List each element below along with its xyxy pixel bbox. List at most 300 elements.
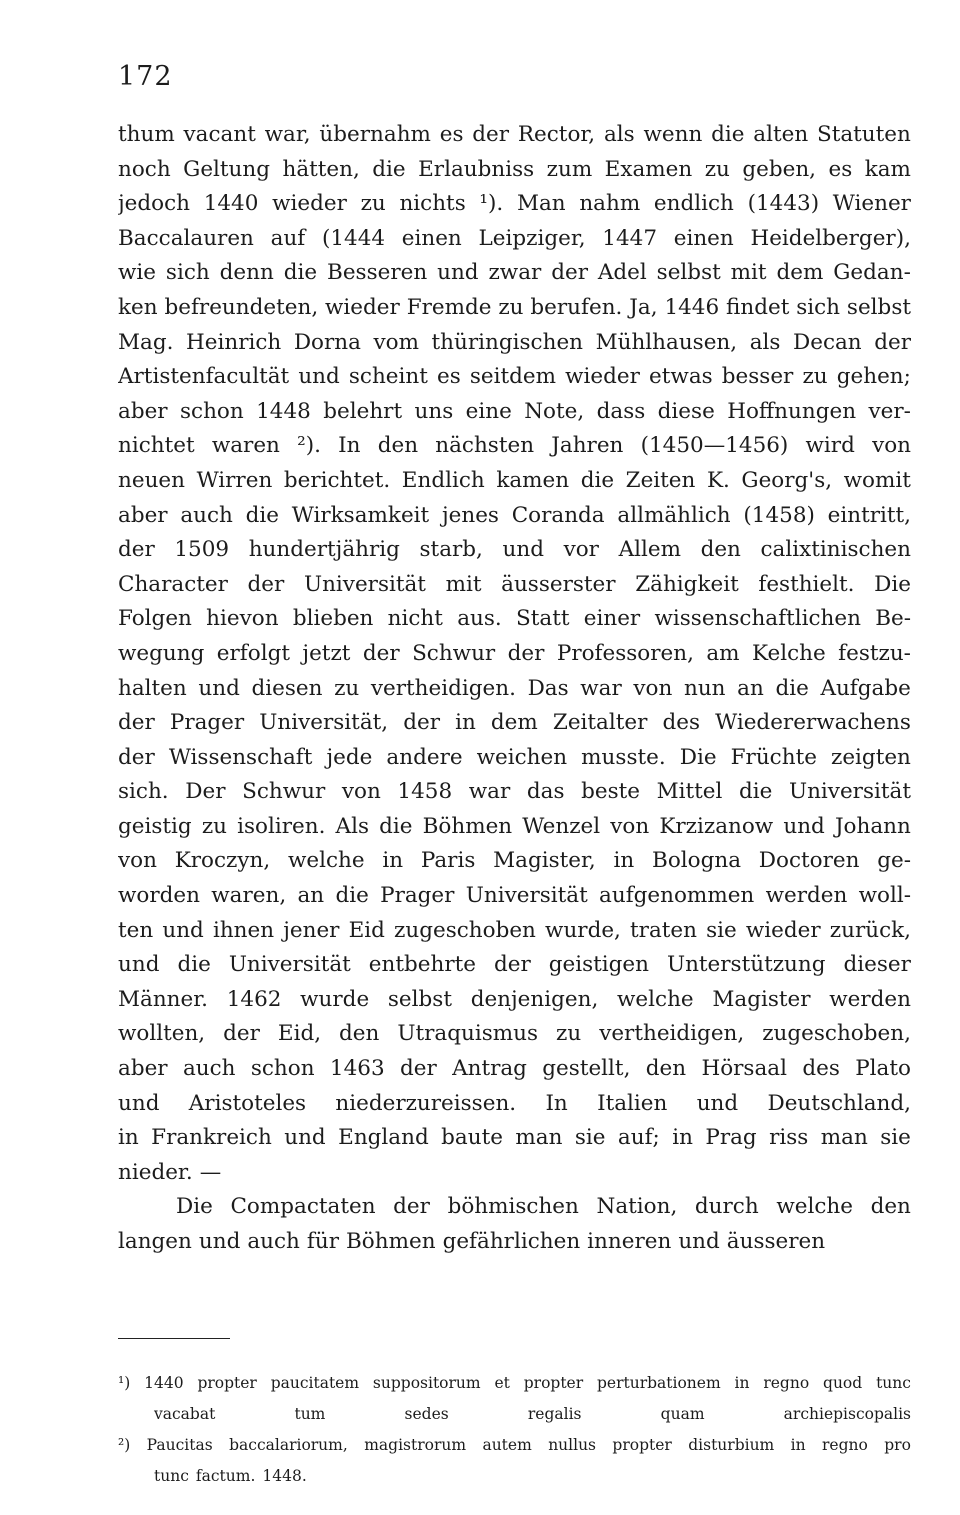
word: paucitatem [270,1374,360,1392]
word: vacabat [154,1405,216,1423]
word: autem [482,1436,532,1454]
text-line [118,741,911,776]
word: nächsten [435,433,535,459]
word: 1440 [203,191,259,217]
word: (1458) [743,502,815,528]
word: Heinrich [186,329,282,355]
word: Frankreich [151,1125,272,1151]
word: Das [527,675,569,701]
text-line [118,914,911,949]
word: inneren [587,1229,672,1254]
word: Hörsaal [701,1056,787,1082]
word: auf; [617,1125,660,1151]
word: die [283,260,318,286]
word: jetzt [302,640,351,666]
word: Universität [465,883,588,909]
word: et [494,1374,510,1392]
word: K. [706,467,730,493]
word: sie [574,1125,606,1151]
word: eine [465,398,512,424]
word: Utraquismus [397,1021,539,1047]
word: Examen [604,156,693,182]
word: des [662,710,701,736]
word: perturbationem [597,1374,721,1392]
word: die [580,467,615,493]
word: es [439,122,464,147]
text-line [118,187,911,222]
word: war [468,779,511,805]
word: ver- [868,398,911,424]
word: der [874,329,911,355]
word: von [341,779,381,805]
word: welche [617,986,694,1012]
word: zurück, [829,917,911,943]
word: Kelche [752,640,826,666]
word: der [493,952,531,978]
word: Wiedererwachens [715,710,911,736]
word: magistrorum [364,1436,467,1454]
text-line [118,602,911,637]
text-line [118,222,911,257]
word: Statt [516,606,570,632]
word: (1444 [321,225,386,251]
word: der [223,1021,260,1047]
word: das [526,779,565,805]
text-line [118,395,911,430]
word: der [118,710,155,736]
word: Mühlhausen, [595,329,738,355]
footnote-line [118,1461,911,1492]
word: wieder [565,364,640,390]
word: der [362,640,400,666]
word: berichtet. [283,467,391,493]
word: zu [802,364,828,390]
word: Als [335,813,369,839]
word: der [118,537,155,563]
word: (1443) [747,191,820,217]
word: Allem [618,537,681,563]
text-line [118,291,911,326]
word: Die [176,1194,213,1220]
word: — [199,1159,222,1185]
text-line [118,568,911,603]
word: zu [201,813,227,839]
word: ²) [118,1436,131,1454]
word: 1448 [256,398,311,424]
word: für [306,1229,339,1254]
word: diese [657,398,715,424]
word: woll- [858,883,911,909]
word: wie [118,260,157,286]
word: 1448. [262,1467,307,1485]
word: Deutschland, [767,1090,911,1116]
word: In [545,1090,568,1116]
text-line [118,637,911,672]
word: erfolgt [216,640,290,666]
word: Artistenfacultät [118,364,290,390]
word: zeigten [831,744,911,770]
word: sich [796,294,841,320]
word: Zähigkeit [635,571,739,597]
word: denjenigen, [470,986,599,1012]
word: hievon [206,606,279,632]
word: äusseren [726,1229,826,1254]
word: tunc [876,1374,911,1392]
word: quam [660,1405,705,1423]
word: Fremde [406,294,492,320]
word: die [372,156,406,182]
word: starb, [419,537,483,563]
word: ²). [297,433,321,459]
word: Kroczyn, [174,848,271,874]
word: hätten, [282,156,360,182]
word: den [870,1194,911,1220]
word: gestellt, [542,1056,631,1082]
word: dem [776,260,824,286]
word: weichen [476,744,568,770]
word: Krzizanow [659,813,774,839]
word: Character [118,571,228,597]
word: pro [884,1436,911,1454]
word: vacant [183,122,256,147]
word: Gedan- [833,260,911,286]
word: waren, [211,883,287,909]
word: und [696,1090,739,1116]
text-line [118,983,911,1018]
word: der [507,640,545,666]
word: andere [386,744,463,770]
text-line [118,429,911,464]
word: aus. [457,606,502,632]
word: und [198,1229,241,1254]
word: befreundeten, [164,294,319,320]
word: in [672,1125,693,1151]
word: archiepiscopalis [783,1405,911,1423]
text-line [118,360,911,395]
word: Heidelberger), [750,225,911,251]
word: Eid, [277,1021,322,1047]
word: sich [165,260,210,286]
word: Jahren [551,433,624,459]
word: wird [805,433,855,459]
word: in [382,848,404,874]
word: Schwur [242,779,326,805]
text-line [118,879,911,914]
word: in [118,1125,139,1151]
word: Nation, [596,1194,678,1220]
word: calixtinischen [760,537,911,563]
word: durch [694,1194,759,1220]
word: eintritt, [827,502,911,528]
word: und [298,364,340,390]
word: Früchte [730,744,817,770]
word: Prag [705,1125,757,1151]
word: langen [118,1229,192,1254]
word: womit [843,467,911,493]
word: nichts [399,191,466,217]
word: seitdem [469,364,557,390]
word: 1447 [602,225,658,251]
word: von [118,848,157,874]
word: man [515,1125,563,1151]
word: isoliren. [237,813,326,839]
word: baccalariorum, [229,1436,348,1454]
text-line [118,672,911,707]
word: von [610,813,650,839]
word: regno [763,1374,810,1392]
word: Erlaubniss [418,156,535,182]
word: wieder [272,191,347,217]
word: nun [683,675,726,701]
word: an [737,675,764,701]
word: geistig [118,813,192,839]
word: den [339,1021,380,1047]
word: waren [211,433,280,459]
word: traten [630,917,697,943]
word: 1509 [174,537,230,563]
word: in [455,710,476,736]
word: Wirksamkeit [291,502,430,528]
word: wieder [745,917,821,943]
text-line [118,118,911,153]
word: als [749,329,781,355]
word: Ja, [629,294,658,320]
word: sie [880,1125,911,1151]
word: und [284,1125,326,1151]
word: regalis [527,1405,582,1423]
word: Die [679,744,717,770]
word: Georg's, [741,467,833,493]
word: sie [706,917,737,943]
word: blieben [292,606,374,632]
word: Universität [303,571,426,597]
word: (1450—1456) [640,433,789,459]
word: thum [118,122,175,147]
word: böhmischen [447,1194,579,1220]
word: nicht [387,606,443,632]
word: propter [523,1374,584,1392]
word: Paris [420,848,476,874]
word: Zeitalter [552,710,648,736]
word: wurde [300,986,370,1012]
word: Wissenschaft [168,744,313,770]
word: Compactaten [230,1194,376,1220]
word: sich. [118,779,169,805]
word: Professoren, [556,640,694,666]
word: vor [563,537,599,563]
text-line [118,775,911,810]
word: einer [583,606,641,632]
word: und [437,260,479,286]
word: Hoffnungen [727,398,857,424]
word: dem [490,710,538,736]
word: jener [283,917,340,943]
text-line [118,1052,911,1087]
text-line [118,844,911,879]
text-line [118,1087,911,1122]
word: quod [823,1374,863,1392]
word: werden [765,883,848,909]
footnotes [118,1368,911,1492]
word: Wiener [832,191,911,217]
word: einen [401,225,462,251]
word: schon [250,1056,315,1082]
word: Männer. [118,986,208,1012]
word: besser [721,364,794,390]
word: uns [414,398,454,424]
word: scheint [348,364,428,390]
word: Eid [348,917,385,943]
word: die [177,952,211,978]
word: nullus [548,1436,597,1454]
word: Note, [524,398,585,424]
word: ken [118,294,158,320]
word: Rector, [517,122,596,147]
word: der [247,571,285,597]
word: in [734,1374,750,1392]
word: Schwur [412,640,496,666]
word: als [603,122,635,147]
word: die [711,122,745,147]
word: endlich [653,191,734,217]
text-line [118,1190,911,1225]
word: Johann [834,813,911,839]
word: Adel [597,260,647,286]
word: Leipziger, [478,225,586,251]
word: neuen [118,467,185,493]
word: denn [219,260,274,286]
word: In [338,433,361,459]
word: riss [769,1125,809,1151]
text-line [118,1017,911,1052]
word: Magister [712,986,811,1012]
text-line [118,1156,911,1191]
word: Die [874,571,911,597]
word: welche [287,848,365,874]
word: Italien [597,1090,668,1116]
word: wegung [118,640,205,666]
word: belehrt [323,398,403,424]
word: Coranda [511,502,605,528]
word: baute [441,1125,503,1151]
word: gefährlichen [442,1229,581,1254]
word: der [393,1194,430,1220]
word: den [645,1056,687,1082]
word: selbst [656,260,721,286]
word: tunc [154,1467,189,1485]
word: aber [118,502,168,528]
word: ¹). [479,191,504,217]
word: auch [182,1056,236,1082]
word: Prager [380,883,455,909]
word: auch [180,502,233,528]
word: diesen [251,675,323,701]
word: Man [516,191,566,217]
word: die [775,675,809,701]
word: entbehrte [368,952,476,978]
word: halten [118,675,187,701]
word: es [828,156,853,182]
footnote-line [118,1399,911,1430]
word: war, [264,122,311,147]
word: der [472,122,510,147]
word: findet [726,294,790,320]
word: werden [829,986,911,1012]
word: Dorna [293,329,361,355]
word: und [118,952,160,978]
word: alten [753,122,809,147]
word: thüringischen [431,329,584,355]
word: von [872,433,911,459]
word: und [502,537,544,563]
word: kam [864,156,911,182]
word: Böhmen [422,813,513,839]
word: 1463 [329,1056,385,1082]
page-number: 172 [118,61,173,92]
word: ge- [877,848,911,874]
footnote-line [118,1368,911,1399]
word: beste [581,779,640,805]
word: in [613,848,635,874]
word: jede [326,744,373,770]
word: ten [118,917,154,943]
word: Bologna [652,848,742,874]
word: geben, [742,156,817,182]
word: am [706,640,740,666]
word: propter [197,1374,257,1392]
text-line [118,464,911,499]
word: vertheidigen, [599,1021,745,1047]
word: zwar [488,260,542,286]
word: vertheidigen. [370,675,516,701]
word: geistigen [548,952,649,978]
word: Unterstützung [666,952,826,978]
word: und [198,675,240,701]
word: Wirren [196,467,273,493]
word: Universität [228,952,351,978]
word: Geltung [183,156,271,182]
text-line [118,326,911,361]
word: factum. [195,1467,256,1485]
word: 1462 [226,986,282,1012]
word: Decan [792,329,862,355]
word: zugeschoben, [762,1021,911,1047]
word: auf [270,225,306,251]
word: jedoch [118,191,190,217]
word: Baccalauren [118,225,254,251]
word: nieder. [118,1159,193,1185]
word: wurde, [545,917,621,943]
word: einen [673,225,734,251]
word: Der [185,779,226,805]
word: der [118,744,155,770]
word: kamen [496,467,570,493]
word: festhielt. [758,571,855,597]
word: der [403,710,440,736]
text-line [118,533,911,568]
word: 1458 [397,779,453,805]
word: Böhmen [346,1229,436,1254]
word: Be- [875,606,911,632]
word: Antrag [452,1056,527,1082]
word: welche [776,1194,853,1220]
word: der [399,1056,437,1082]
word: in [790,1436,806,1454]
word: selbst [387,986,452,1012]
word: Prager [169,710,245,736]
word: von [633,675,673,701]
footnote-line [118,1430,911,1461]
